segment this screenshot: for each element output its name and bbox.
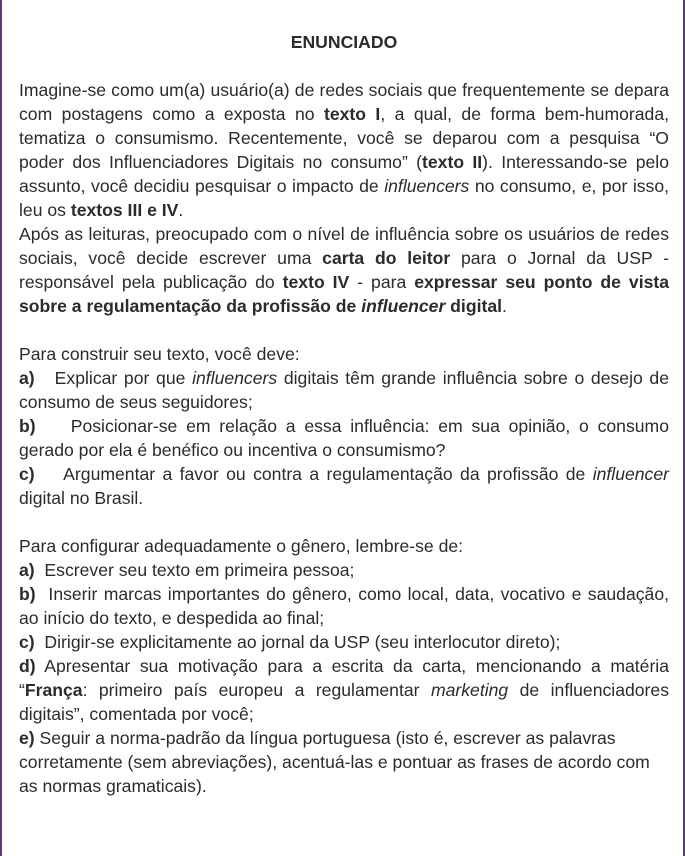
page-title: ENUNCIADO <box>290 32 398 52</box>
italic-span: influencers <box>192 368 278 388</box>
text-span: ). Interessando-se pelo assunto, você decidiu pesquisar o impacto de <box>19 152 669 196</box>
bold-span: França <box>24 680 83 700</box>
section2-item-a <box>19 558 669 582</box>
item-label: a) <box>19 560 35 580</box>
text-span: de influenciadores digitais”, comentada por você; <box>19 680 669 724</box>
text-span: Argumentar a favor ou contra a regulamentação da profissão de <box>34 464 593 484</box>
italic-span: influencers <box>384 176 470 196</box>
intro-paragraph <box>19 78 669 222</box>
bold-span: texto I <box>323 104 381 124</box>
item-label: d) <box>19 656 36 676</box>
text-span: : primeiro país europeu a regulamentar <box>82 680 431 700</box>
item-label: e) <box>19 728 35 748</box>
text-span: , a qual, de forma bem-humorada, tematiza o consumismo. Recentemente, você se deparou com a pesquisa “O poder dos Influenciadores Digitais no consumo” ( <box>19 104 669 172</box>
text-span: digitais têm grande influência sobre o desejo de consumo de seus seguidores; <box>19 368 670 412</box>
text-span: Imagine-se como um(a) usuário(a) de redes sociais que frequentemente se depara com postagens como a exposta no <box>19 80 669 124</box>
section2-item-b <box>19 582 674 630</box>
bold-italic-span: influencer <box>361 296 446 316</box>
text-span: Apresentar sua motivação para a escrita da carta, mencionando a matéria “ <box>19 656 669 700</box>
statement-content <box>19 30 674 798</box>
item-label: c) <box>19 464 35 484</box>
item-label: c) <box>19 632 35 652</box>
text-span: Explicar por que <box>34 368 193 388</box>
section1-item-a <box>19 366 669 414</box>
italic-span: marketing <box>430 680 509 700</box>
text-span: Seguir a norma-padrão da língua portuguesa (isto é, escrever as palavras corretamente (sem abreviações), acentuá-las e pontuar as frases de acordo com as normas gramaticais). <box>19 728 650 796</box>
text-span: . <box>502 296 507 316</box>
text-span: digital no Brasil. <box>19 488 144 508</box>
section2-item-d <box>19 654 669 726</box>
section1-intro: Para construir seu texto, você deve: <box>19 344 300 364</box>
italic-span: influencer <box>592 464 669 484</box>
item-label: b) <box>19 416 36 436</box>
section2-item-e <box>19 726 669 798</box>
bold-span: texto IV <box>282 272 350 292</box>
bold-span: texto II <box>422 152 483 172</box>
text-span: - para <box>349 272 415 292</box>
item-label: a) <box>19 368 35 388</box>
section1-item-c <box>19 462 669 510</box>
text-span: para o Jornal da USP - responsável pela publicação do <box>19 248 669 292</box>
bold-span: digital <box>445 296 502 316</box>
item-label: b) <box>19 584 36 604</box>
text-span: Escrever seu texto em primeira pessoa; <box>34 560 355 580</box>
task-paragraph <box>19 222 669 318</box>
section2-intro: Para configurar adequadamente o gênero, lembre-se de: <box>19 536 464 556</box>
text-span: no consumo, e, por isso, leu os <box>19 176 669 220</box>
text-span: Posicionar-se em relação a essa influência: em sua opinião, o consumo gerado por ela é benéfico ou incentiva o consumismo? <box>19 416 674 460</box>
text-span: . <box>178 200 184 220</box>
section1-item-b <box>19 414 674 462</box>
text-span: Dirigir-se explicitamente ao jornal da USP (seu interlocutor direto); <box>34 632 561 652</box>
bold-span: expressar seu ponto de vista sobre a regulamentação da profissão de <box>19 272 670 316</box>
bold-span: textos III e IV <box>70 200 179 220</box>
text-span: Após as leituras, preocupado com o nível de influência sobre os usuários de redes sociais, você decide escrever uma <box>19 224 669 268</box>
bold-span: carta do leitor <box>322 248 451 268</box>
section2-item-c <box>19 630 669 654</box>
text-span: Inserir marcas importantes do gênero, como local, data, vocativo e saudação, ao início do texto, e despedida ao final; <box>19 584 674 628</box>
